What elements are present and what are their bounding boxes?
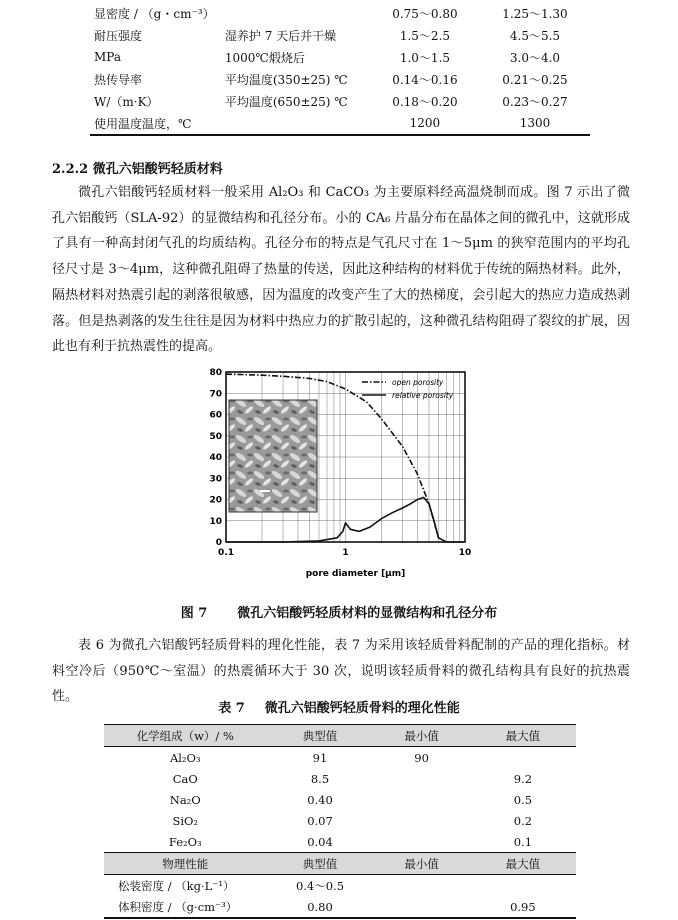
table-cell: 使用温度温度，℃ bbox=[90, 112, 221, 135]
table-cell bbox=[470, 747, 576, 769]
table-row bbox=[104, 768, 576, 789]
table-row bbox=[104, 810, 576, 831]
table-number: 表 7 bbox=[218, 701, 245, 716]
table-cell: Al₂O₃ bbox=[169, 750, 201, 765]
table-header-cell: 最大值 bbox=[470, 853, 576, 875]
table-cell: 显密度 / （g・cm⁻³） bbox=[94, 6, 215, 21]
table-row bbox=[104, 747, 576, 769]
table-cell bbox=[470, 875, 576, 897]
table-cell: SiO₂ bbox=[172, 813, 199, 828]
table-cell: 松装密度 / （kg·L⁻¹） bbox=[118, 878, 235, 893]
table-cell: 0.95 bbox=[470, 896, 576, 918]
table-cell: 0.40 bbox=[307, 792, 333, 807]
table-cell: 体积密度 / （g·cm⁻³） bbox=[104, 896, 267, 918]
table-row bbox=[90, 112, 590, 135]
table-cell: 湿养护 7 天后并干燥 bbox=[224, 28, 337, 43]
figure-caption-text: 微孔六铝酸钙轻质材料的显微结构和孔径分布 bbox=[237, 606, 498, 621]
table-cell: 4.5～5.5 bbox=[509, 28, 561, 43]
table-cell: 1300 bbox=[480, 112, 590, 135]
table-cell: 1000℃煅烧后 bbox=[224, 50, 305, 65]
table-header-row bbox=[104, 725, 576, 747]
table-header-cell: 典型值 bbox=[267, 853, 374, 875]
table-cell bbox=[373, 875, 469, 897]
y-tick-label: 0 bbox=[215, 538, 222, 548]
table-header-cell: 最小值 bbox=[373, 853, 469, 875]
table-cell: 0.2 bbox=[513, 813, 533, 828]
table-cell: 平均温度(650±25) ℃ bbox=[224, 94, 348, 109]
y-tick-label: 10 bbox=[209, 516, 222, 527]
table-cell: 热传导率 bbox=[94, 72, 143, 87]
paragraph-1: 微孔六铝酸钙轻质材料一般采用 Al₂O₃ 和 CaCO₃ 为主要原料经高温烧制而成。图 7 示出了微孔六铝酸钙（SLA-92）的显微结构和孔径分布。小的 CA₆ 片晶分布在晶体之间的微孔中，这就形成了具有一种高封闭气孔的均质结构。孔径分布的特点是气孔尺寸在 1～5μm 的狭窄范围内的平均孔径尺寸是 3～4μm，这种微孔阻碍了热量的传送，因此这种结构的材料优于传统的隔热材料。此外，隔热材料对热震引起的剥落很敏感，因为温度的改变产生了大的热梯度，会引起大的热应力造成热剥落。但是热剥落的发生往往是因为材料中热应力的扩散引起的，这种微孔结构阻碍了裂纹的扩展，因此也有利于抗热震性的提高。 bbox=[52, 185, 630, 355]
table-cell: 0.14～0.16 bbox=[392, 72, 458, 87]
chart-legend bbox=[362, 378, 454, 400]
x-tick-label: 0.1 bbox=[218, 548, 234, 558]
table-row bbox=[90, 90, 590, 112]
table-cell bbox=[221, 112, 370, 135]
table-cell: 0.5 bbox=[513, 792, 533, 807]
table-cell bbox=[373, 789, 469, 810]
table-cell: MPa bbox=[94, 50, 121, 64]
table-caption bbox=[0, 697, 678, 716]
table-cell: 0.18～0.20 bbox=[392, 94, 458, 109]
table-cell bbox=[373, 896, 469, 918]
table-row bbox=[90, 46, 590, 68]
sem-scale-bar bbox=[260, 490, 270, 492]
table-cell: 3.0～4.0 bbox=[509, 50, 561, 65]
paragraph-2: 表 6 为微孔六铝酸钙轻质骨料的理化性能，表 7 为采用该轻质骨料配制的产品的理化指标。材料空冷后（950℃～室温）的热震循环大于 30 次，说明该轻质骨料的微孔结构具有良好的抗热震性。 bbox=[52, 638, 630, 705]
table-cell: 0.1 bbox=[513, 834, 533, 849]
table-cell: 1200 bbox=[370, 112, 480, 135]
table-cell: 1.0～1.5 bbox=[399, 50, 451, 65]
table-cell: 9.2 bbox=[513, 771, 533, 786]
table-cell: 平均温度(350±25) ℃ bbox=[224, 72, 348, 87]
table-cell: 0.23～0.27 bbox=[502, 94, 568, 109]
sem-micrograph-inset bbox=[229, 400, 317, 512]
chart-svg bbox=[200, 362, 490, 587]
table-header-cell: 化学组成（w）/ % bbox=[104, 725, 267, 747]
table-row bbox=[90, 24, 590, 46]
figure-number: 图 7 bbox=[180, 606, 208, 621]
y-tick-label: 20 bbox=[209, 495, 222, 506]
legend-label: open porosity bbox=[392, 378, 444, 387]
y-tick-label: 30 bbox=[209, 474, 222, 485]
table-cell: Fe₂O₃ bbox=[168, 834, 202, 849]
y-tick-label: 40 bbox=[209, 453, 222, 463]
table-header-cell: 物理性能 bbox=[104, 853, 267, 875]
table-cell: 0.4～0.5 bbox=[295, 878, 345, 893]
section-heading: 2.2.2 微孔六铝酸钙轻质材料 bbox=[52, 162, 223, 177]
table-cell: W/（m·K） bbox=[94, 94, 159, 109]
table-cell: 0.04 bbox=[307, 834, 333, 849]
x-axis-label: pore diameter [µm] bbox=[305, 569, 406, 579]
x-tick-label: 10 bbox=[458, 548, 472, 558]
table-header-row bbox=[104, 853, 576, 875]
table-cell: Na₂O bbox=[169, 792, 201, 807]
pore-distribution-chart bbox=[200, 362, 490, 587]
table-row bbox=[104, 896, 576, 918]
y-tick-label: 50 bbox=[209, 431, 222, 442]
table-cell bbox=[373, 768, 469, 789]
table-cell bbox=[221, 2, 370, 24]
figure-caption bbox=[0, 602, 678, 621]
table-caption-text: 微孔六铝酸钙轻质骨料的理化性能 bbox=[264, 701, 460, 716]
legend-label: relative porosity bbox=[392, 391, 454, 400]
properties-table-top bbox=[90, 2, 590, 136]
table-cell: 8.5 bbox=[310, 771, 330, 786]
x-tick-label: 1 bbox=[342, 548, 349, 558]
properties-table-bottom bbox=[104, 724, 576, 919]
table-row bbox=[104, 789, 576, 810]
table-header-cell: 最大值 bbox=[470, 725, 576, 747]
table-cell: CaO bbox=[172, 771, 198, 786]
table-cell: 1.5～2.5 bbox=[399, 28, 451, 43]
table-cell: 耐压强度 bbox=[94, 28, 143, 43]
table-row bbox=[104, 875, 576, 897]
y-tick-label: 80 bbox=[209, 368, 222, 378]
table-header-cell: 最小值 bbox=[373, 725, 469, 747]
table-row bbox=[90, 68, 590, 90]
table-cell: 0.80 bbox=[267, 896, 374, 918]
table-cell: 0.75～0.80 bbox=[392, 6, 458, 21]
y-tick-label: 70 bbox=[209, 389, 222, 400]
table-header-cell: 典型值 bbox=[267, 725, 374, 747]
table-cell bbox=[373, 831, 469, 853]
table-row bbox=[104, 831, 576, 853]
table-cell bbox=[373, 810, 469, 831]
table-cell: 91 bbox=[312, 750, 328, 765]
table-cell: 1.25～1.30 bbox=[502, 6, 568, 21]
table-cell: 90 bbox=[414, 750, 429, 765]
y-tick-label: 60 bbox=[209, 410, 222, 421]
table-row bbox=[90, 2, 590, 24]
table-cell: 0.07 bbox=[307, 813, 333, 828]
table-cell: 0.21～0.25 bbox=[502, 72, 568, 87]
